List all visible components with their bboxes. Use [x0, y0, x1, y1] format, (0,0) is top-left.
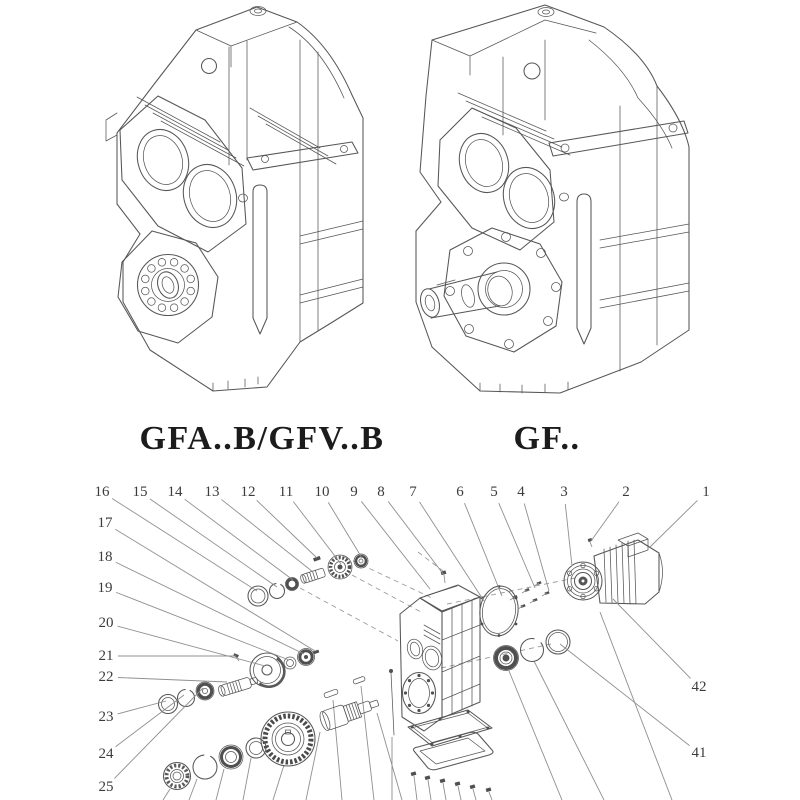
leader-line-19 [116, 592, 289, 660]
bearing-ring [219, 745, 243, 769]
end-cap [159, 695, 178, 714]
gasket [408, 710, 492, 746]
axis-screws [510, 581, 550, 609]
leader-line-14 [185, 499, 293, 580]
long-stud [389, 669, 394, 735]
key [353, 676, 366, 684]
oil-plug [239, 194, 248, 202]
exploded-diagram [95, 484, 710, 800]
small-gear [328, 555, 352, 579]
vertical-rib [253, 185, 267, 334]
gearbox-right-drawing [416, 5, 689, 393]
callout-23: 23 [98, 709, 114, 725]
flange-hole [202, 59, 217, 74]
callout-2: 2 [622, 484, 630, 500]
callout-15: 15 [132, 484, 148, 500]
bearing-roller [142, 275, 150, 283]
leader-line-3 [565, 504, 572, 566]
bearing-roller [148, 265, 156, 273]
big-gear [261, 712, 315, 766]
callout-10: 10 [314, 484, 330, 500]
intermediate-shaft-parts [159, 649, 320, 714]
motor-screw [588, 538, 593, 547]
callout-13: 13 [204, 484, 220, 500]
leader-line-16 [112, 498, 257, 591]
bearing [196, 682, 214, 700]
callout-20: 20 [98, 615, 114, 631]
leader-line-6 [464, 503, 502, 596]
leader-line-24 [116, 695, 184, 747]
vertical-rib [577, 194, 591, 344]
leader-line-22 [118, 677, 227, 682]
bearing-roller [187, 287, 195, 295]
flange-hole [524, 63, 540, 79]
figure-label-left: GFA..B/GFV..B [139, 420, 385, 457]
leader-line-17 [115, 529, 315, 651]
callout-5: 5 [490, 484, 498, 500]
spacer-ring [546, 630, 570, 654]
roller-bearing [164, 763, 191, 790]
bearing-roller [158, 259, 166, 267]
bottom-bore-flange [403, 673, 436, 714]
bearing-roller [170, 304, 178, 312]
flange-bolt-hole [505, 340, 514, 349]
leader-line-20 [118, 626, 265, 666]
leader-line-12 [257, 500, 317, 558]
bearing-roller [187, 275, 195, 283]
input-shaft-parts [248, 554, 368, 606]
leader-line-1 [650, 500, 697, 547]
bearing-roller [181, 265, 189, 273]
callout-16: 16 [94, 484, 110, 500]
flange-gasket-ring [477, 584, 522, 639]
callout-4: 4 [517, 484, 525, 500]
callout-1: 1 [702, 484, 710, 500]
callouts-layer [95, 484, 710, 795]
exploded-motor [564, 533, 663, 604]
bearing-roller [158, 304, 166, 312]
leader-line-2 [591, 502, 619, 541]
callout-19: 19 [97, 580, 113, 596]
callout-21: 21 [98, 648, 114, 664]
callout-3: 3 [560, 484, 568, 500]
leader-line-9 [361, 501, 430, 589]
pan-bolts [411, 771, 492, 800]
disc-gear [250, 653, 284, 687]
circlip [270, 584, 285, 599]
gearbox-left-drawing [106, 7, 363, 392]
top-fins-left [137, 97, 244, 166]
bore-openings [452, 127, 562, 235]
callout-9: 9 [350, 484, 358, 500]
leader-line-18 [116, 562, 304, 654]
leader-line-8 [388, 502, 444, 575]
callout-18: 18 [97, 549, 113, 565]
dashed-guides [300, 552, 575, 668]
flange-bolt-hole [502, 233, 511, 242]
flange-bolt-hole [544, 317, 553, 326]
bearing-face [138, 255, 199, 316]
oil-pan [414, 732, 494, 770]
pinion-shaft [318, 693, 381, 731]
leader-line-4 [524, 504, 549, 591]
bearing-roller [142, 287, 150, 295]
callout-41: 41 [691, 745, 707, 761]
callout-24: 24 [98, 746, 114, 762]
circlip [193, 755, 217, 779]
flange-bolt-hole [446, 287, 455, 296]
small-bearing [298, 649, 315, 666]
flange-bolt-hole [552, 283, 561, 292]
flange-bolt-hole [464, 247, 473, 256]
screw [233, 653, 239, 661]
worm-shaft [217, 675, 258, 697]
leader-line-42 [613, 599, 691, 678]
bearing-roller [181, 298, 189, 306]
spline-shaft [300, 568, 326, 584]
callout-8: 8 [377, 484, 385, 500]
callout-17: 17 [97, 515, 113, 531]
leader-line-10 [328, 502, 362, 558]
key [324, 689, 339, 698]
top-boss [538, 8, 554, 17]
leader-line-15 [150, 499, 277, 587]
leader-line-5 [499, 503, 535, 588]
figure-label-right: GF.. [513, 420, 581, 457]
bearing-roller [148, 298, 156, 306]
top-fins [458, 93, 570, 155]
callout-12: 12 [240, 484, 256, 500]
dark-bearing [494, 646, 519, 671]
bore-openings [130, 123, 245, 235]
callout-25: 25 [98, 779, 114, 795]
callout-11: 11 [278, 484, 294, 500]
flange-bolt-hole [537, 249, 546, 258]
leader-line-7 [420, 502, 484, 601]
oil-plug [560, 193, 569, 201]
callout-42: 42 [691, 679, 707, 695]
callout-7: 7 [409, 484, 417, 500]
leader-line-41 [560, 644, 690, 746]
motor-flange [564, 562, 602, 600]
callout-22: 22 [98, 669, 114, 685]
bearing-roller [170, 259, 178, 267]
flange-bolt-hole [465, 325, 474, 334]
pin [313, 556, 321, 562]
callout-6: 6 [456, 484, 464, 500]
callout-14: 14 [167, 484, 183, 500]
